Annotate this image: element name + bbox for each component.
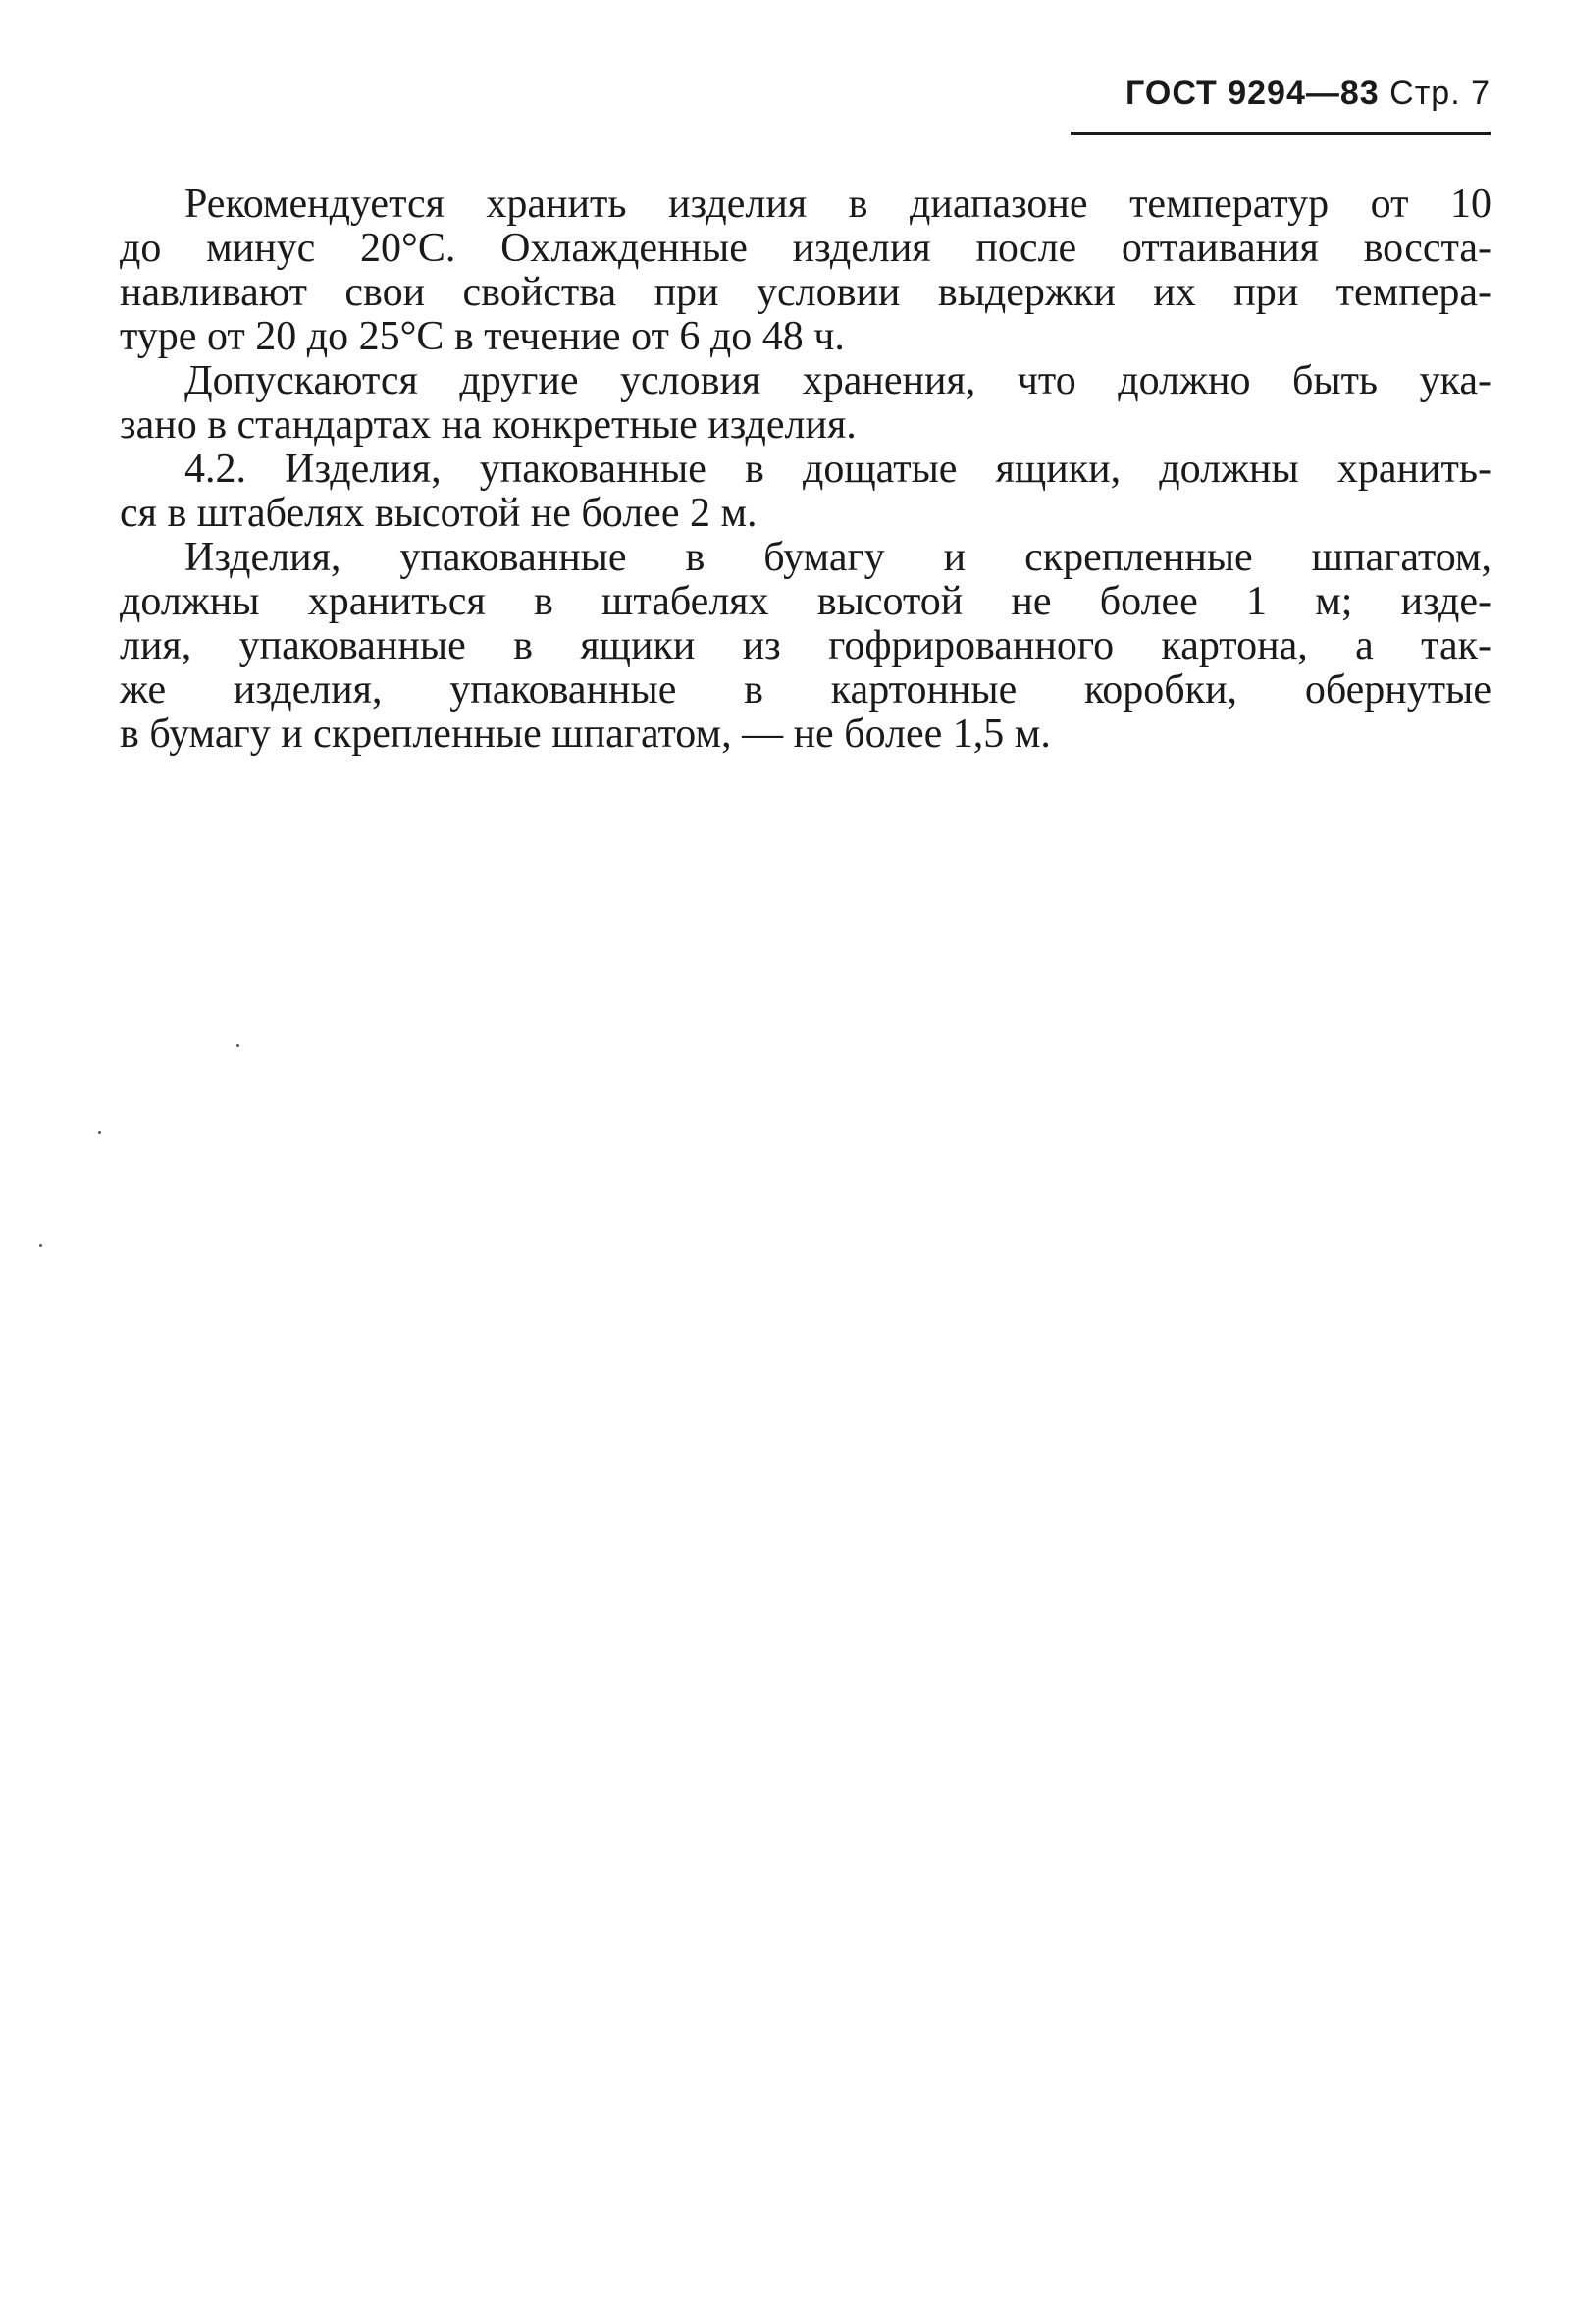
scan-speck (236, 1044, 239, 1047)
text-line: туре от 20 до 25°С в течение от 6 до 48 ч. (120, 314, 845, 359)
text-line: Рекомендуется хранить изделия в диапазоне температур от 10 (184, 182, 1491, 227)
text-line: зано в стандартах на конкретные изделия. (120, 402, 857, 448)
body-text (120, 183, 1491, 757)
text-line: Изделия, упакованные в бумагу и скрепленные шпагатом, (184, 535, 1491, 580)
text-line: же изделия, упакованные в картонные коробки, обернутые (120, 667, 1491, 713)
paragraph-storage-temperature (120, 183, 1491, 359)
header-rule (1071, 132, 1491, 135)
text-line: ся в штабелях высотой не более 2 м. (120, 491, 758, 536)
paragraph-clause-4-2 (120, 448, 1491, 536)
text-line: 4.2. Изделия, упакованные в дощатые ящики, должны хранить- (184, 447, 1491, 492)
scan-speck (98, 1131, 101, 1134)
text-line: лия, упакованные в ящики из гофрированного картона, а так- (120, 623, 1491, 668)
page-number: Стр. 7 (1389, 75, 1491, 112)
paragraph-stacking-heights (120, 536, 1491, 757)
scan-speck (39, 1244, 42, 1247)
text-line: должны храниться в штабелях высотой не более 1 м; изде- (120, 579, 1491, 624)
text-line: до минус 20°С. Охлажденные изделия после оттаивания восста- (120, 226, 1491, 271)
text-line: в бумагу и скрепленные шпагатом, — не более 1,5 м. (120, 712, 1051, 757)
standard-number: ГОСТ 9294—83 (1125, 75, 1380, 112)
text-line: навливают свои свойства при условии выдержки их при темпера- (120, 270, 1491, 315)
page-header (1125, 77, 1491, 110)
paragraph-other-conditions (120, 359, 1491, 448)
text-line: Допускаются другие условия хранения, что должно быть ука- (184, 358, 1491, 403)
